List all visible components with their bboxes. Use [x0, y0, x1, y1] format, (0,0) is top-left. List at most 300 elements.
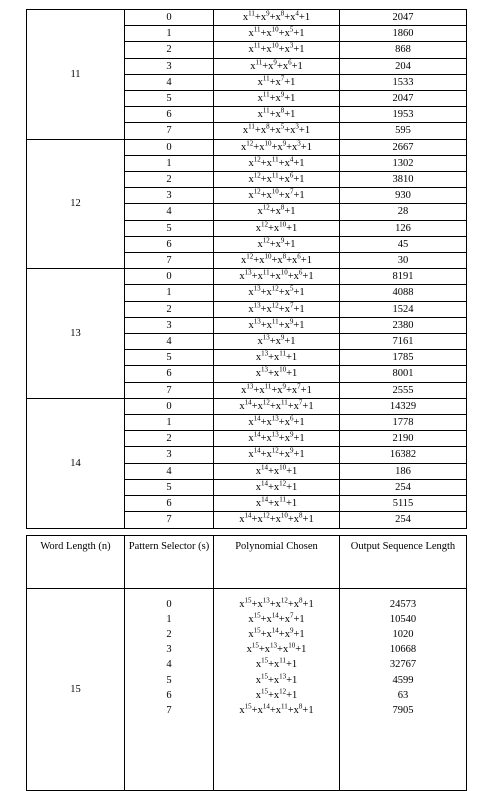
poly-plus: + [278, 157, 285, 169]
poly-plus: + [269, 400, 276, 412]
poly-constant: 1 [308, 271, 314, 283]
output-length-cell: 4599 [340, 673, 467, 688]
pattern-selector-cell: 0 [125, 10, 214, 26]
poly-constant: 1 [299, 449, 305, 461]
pattern-selector-cell: 5 [125, 673, 214, 688]
poly-exponent: 6 [288, 58, 292, 67]
poly-exponent: 11 [271, 155, 279, 164]
poly-exponent: 12 [246, 252, 254, 261]
poly-plus: + [284, 336, 291, 348]
poly-exponent: 12 [262, 203, 270, 212]
output-length-cell: 14329 [340, 398, 467, 414]
poly-variable: x [266, 449, 272, 461]
poly-plus: + [269, 238, 276, 250]
pattern-selector-cell: 4 [125, 334, 214, 350]
output-length-cell: 32767 [340, 657, 467, 672]
poly-plus: + [254, 12, 261, 23]
poly-plus: + [300, 384, 307, 396]
poly-variable: x [257, 76, 263, 88]
poly-plus: + [293, 417, 300, 429]
poly-constant: 1 [306, 384, 312, 396]
poly-exponent: 10 [288, 641, 296, 650]
poly-plus: + [260, 44, 267, 56]
table-row [27, 398, 467, 414]
poly-exponent: 14 [253, 414, 261, 423]
poly-variable: x [284, 433, 290, 445]
polynomial-cell [214, 350, 340, 366]
pattern-selector-cell: 7 [125, 123, 214, 139]
poly-variable: x [274, 498, 280, 510]
output-length-cell: 595 [340, 123, 467, 139]
poly-exponent: 13 [262, 596, 270, 604]
poly-plus: + [278, 287, 285, 299]
poly-variable: x [293, 271, 299, 283]
poly-plus: + [286, 255, 293, 267]
poly-variable: x [284, 174, 290, 186]
poly-exponent: 12 [253, 171, 261, 180]
poly-exponent: 11 [279, 656, 286, 665]
poly-variable: x [260, 125, 267, 137]
poly-variable: x [255, 689, 261, 701]
poly-constant: 1 [308, 704, 314, 716]
poly-variable: x [284, 28, 290, 40]
poly-exponent: 10 [280, 511, 288, 520]
pattern-selector-cell: 2 [125, 431, 214, 447]
poly-variable: x [266, 190, 272, 202]
poly-exponent: 8 [266, 122, 270, 131]
poly-variable: x [275, 704, 281, 716]
polynomial-cell [214, 188, 340, 204]
poly-variable: x [266, 417, 272, 429]
poly-plus: + [293, 319, 300, 331]
polynomial-cell [214, 42, 340, 58]
poly-plus: + [300, 141, 307, 153]
poly-exponent: 13 [271, 414, 279, 423]
poly-variable: x [266, 628, 272, 640]
pattern-selector-cell: 1 [125, 155, 214, 171]
pattern-selector-cell: 4 [125, 657, 214, 672]
pattern-selector-cell: 7 [125, 703, 214, 718]
poly-plus: + [260, 287, 267, 299]
header-pattern-selector: Pattern Selector (s) [125, 536, 214, 589]
poly-constant: 1 [299, 28, 305, 40]
poly-plus: + [287, 400, 294, 412]
output-length-cell: 30 [340, 253, 467, 269]
polynomial-cell [214, 627, 340, 642]
output-length-cell: 2047 [340, 10, 467, 26]
poly-variable: x [275, 336, 281, 348]
poly-variable: x [274, 659, 280, 671]
poly-constant: 1 [308, 598, 314, 610]
poly-variable: x [266, 44, 272, 56]
poly-exponent: 9 [282, 382, 286, 391]
poly-plus: + [278, 433, 285, 445]
poly-exponent: 7 [289, 301, 294, 310]
poly-variable: x [290, 125, 296, 137]
poly-plus: + [293, 433, 300, 445]
poly-plus: + [295, 644, 302, 656]
poly-constant: 1 [292, 222, 298, 234]
pattern-selector-cell: 1 [125, 26, 214, 42]
pattern-selector-cell: 0 [125, 269, 214, 285]
poly-exponent: 14 [253, 430, 261, 439]
poly-exponent: 13 [253, 301, 261, 310]
poly-exponent: 7 [297, 382, 301, 391]
poly-exponent: 12 [253, 187, 261, 196]
poly-exponent: 10 [271, 41, 279, 50]
poly-variable: x [255, 465, 261, 477]
poly-exponent: 9 [266, 9, 270, 18]
poly-plus: + [268, 659, 274, 671]
poly-variable: x [284, 319, 290, 331]
poly-plus: + [286, 352, 292, 364]
poly-exponent: 11 [279, 495, 286, 504]
pattern-selector-cell: 0 [125, 139, 214, 155]
output-length-cell: 16382 [340, 447, 467, 463]
polynomial-cell [214, 123, 340, 139]
output-length-cell: 2667 [340, 139, 467, 155]
poly-variable: x [275, 12, 281, 23]
poly-variable: x [284, 44, 290, 56]
output-length-cell: 1302 [340, 155, 467, 171]
poly-exponent: 15 [260, 672, 268, 681]
poly-constant: 1 [290, 238, 296, 250]
poly-plus: + [271, 255, 278, 267]
poly-variable: x [248, 28, 254, 40]
poly-variable: x [277, 255, 283, 267]
word-length-cell: 12 [27, 139, 125, 269]
poly-exponent: 11 [281, 398, 288, 407]
poly-exponent: 8 [282, 252, 287, 261]
poly-plus: + [269, 76, 276, 88]
poly-plus: + [298, 125, 305, 137]
pattern-selector-cell: 3 [125, 188, 214, 204]
poly-plus: + [293, 190, 300, 202]
poly-exponent: 13 [270, 641, 278, 650]
poly-plus: + [302, 514, 309, 526]
poly-plus: + [267, 465, 274, 477]
poly-variable: x [257, 238, 263, 250]
output-length-cell: 2555 [340, 382, 467, 398]
poly-plus: + [267, 368, 274, 380]
poly-plus: + [276, 60, 283, 72]
pattern-selector-cell: 4 [125, 463, 214, 479]
polynomial-cell [214, 236, 340, 252]
pattern-selector-cell: 7 [125, 512, 214, 528]
poly-variable: x [284, 449, 290, 461]
poly-plus: + [286, 689, 293, 701]
poly-exponent: 12 [253, 155, 261, 164]
pattern-selector-cell: 2 [125, 42, 214, 58]
poly-exponent: 11 [271, 171, 279, 180]
output-length-cell: 3810 [340, 172, 467, 188]
poly-exponent: 11 [262, 90, 270, 99]
poly-plus: + [293, 628, 300, 640]
polynomial-cell [214, 107, 340, 123]
poly-exponent: 8 [280, 203, 285, 212]
poly-exponent: 14 [244, 398, 252, 407]
poly-constant: 1 [306, 255, 312, 267]
poly-variable: x [293, 704, 299, 716]
poly-variable: x [259, 255, 265, 267]
poly-variable: x [284, 628, 290, 640]
poly-constant: 1 [299, 157, 305, 169]
poly-constant: 1 [290, 93, 296, 105]
poly-exponent: 14 [262, 702, 270, 711]
poly-variable: x [239, 400, 245, 412]
polynomial-cell [214, 253, 340, 269]
poly-plus: + [271, 141, 278, 153]
poly-plus: + [278, 44, 285, 56]
output-length-cell: 204 [340, 58, 467, 74]
poly-variable: x [255, 498, 262, 510]
poly-exponent: 15 [253, 626, 261, 635]
poly-plus: + [293, 449, 300, 461]
poly-exponent: 6 [289, 414, 294, 423]
poly-variable: x [275, 400, 281, 412]
poly-plus: + [278, 613, 285, 625]
poly-plus: + [260, 417, 267, 429]
poly-plus: + [293, 287, 300, 299]
poly-plus: + [260, 449, 267, 461]
output-length-cell: 45 [340, 236, 467, 252]
poly-plus: + [278, 174, 285, 186]
polynomial-cell [214, 597, 340, 612]
poly-exponent: 9 [289, 430, 294, 439]
polynomial-cell [214, 58, 340, 74]
poly-constant: 1 [290, 206, 296, 218]
poly-exponent: 12 [271, 446, 279, 455]
polynomial-cell [214, 496, 340, 512]
poly-plus: + [251, 598, 258, 610]
poly-plus: + [260, 628, 267, 640]
poly-plus: + [278, 319, 285, 331]
polynomial-cell [214, 703, 340, 718]
output-length-cell: 28 [340, 204, 467, 220]
poly-plus: + [253, 141, 260, 153]
poly-plus: + [253, 255, 260, 267]
poly-exponent: 10 [280, 268, 288, 277]
poly-constant: 1 [304, 125, 311, 137]
poly-variable: x [255, 674, 261, 686]
poly-plus: + [267, 222, 274, 234]
pattern-selector-cell: 5 [125, 91, 214, 107]
poly-variable: x [248, 174, 254, 186]
poly-exponent: 4 [289, 155, 294, 164]
pattern-selector-cell: 4 [125, 204, 214, 220]
pattern-selector-cell: 5 [125, 350, 214, 366]
poly-variable: x [266, 28, 272, 40]
pattern-selector-cell: 0 [125, 398, 214, 414]
output-length-cell: 8191 [340, 269, 467, 285]
poly-plus: + [298, 12, 305, 23]
poly-exponent: 12 [260, 220, 268, 229]
poly-exponent: 13 [260, 365, 268, 374]
poly-plus: + [251, 704, 258, 716]
poly-variable: x [259, 384, 265, 396]
poly-exponent: 11 [253, 41, 261, 50]
poly-plus: + [267, 674, 274, 686]
pattern-selector-cell: 6 [125, 107, 214, 123]
poly-variable: x [264, 644, 271, 656]
poly-variable: x [257, 93, 263, 105]
poly-plus: + [260, 157, 267, 169]
pattern-selector-cell: 6 [125, 688, 214, 703]
poly-variable: x [255, 659, 262, 671]
poly-plus: + [269, 12, 276, 23]
polynomial-cell [214, 673, 340, 688]
spacer-cell [125, 589, 214, 597]
poly-exponent: 11 [279, 349, 286, 358]
poly-exponent: 10 [279, 365, 287, 374]
table-row [27, 139, 467, 155]
poly-exponent: 6 [298, 268, 303, 277]
output-length-cell: 2380 [340, 317, 467, 333]
pattern-selector-cell: 5 [125, 220, 214, 236]
poly-exponent: 14 [260, 479, 268, 488]
pattern-selector-cell: 3 [125, 317, 214, 333]
poly-variable: x [266, 319, 272, 331]
poly-plus: + [293, 157, 300, 169]
pattern-selector-cell: 3 [125, 58, 214, 74]
output-length-cell: 186 [340, 463, 467, 479]
poly-exponent: 7 [289, 611, 294, 620]
poly-variable: x [284, 157, 290, 169]
poly-variable: x [255, 368, 261, 380]
header-polynomial: Polynomial Chosen [214, 536, 340, 589]
poly-plus: + [269, 704, 276, 716]
poly-variable: x [282, 644, 289, 656]
poly-plus: + [254, 125, 261, 137]
poly-plus: + [251, 400, 258, 412]
output-length-cell: 2047 [340, 91, 467, 107]
poly-exponent: 6 [297, 252, 301, 261]
poly-plus: + [267, 481, 274, 493]
poly-variable: x [248, 303, 254, 315]
poly-variable: x [291, 384, 298, 396]
poly-exponent: 3 [295, 122, 299, 131]
poly-variable: x [248, 190, 254, 202]
polynomial-cell [214, 334, 340, 350]
poly-plus: + [277, 644, 283, 656]
poly-variable: x [257, 704, 263, 716]
poly-variable: x [266, 287, 272, 299]
poly-constant: 1 [299, 174, 305, 186]
poly-constant: 1 [306, 141, 312, 153]
poly-plus: + [293, 174, 300, 186]
pattern-selector-cell: 7 [125, 382, 214, 398]
poly-variable: x [273, 222, 280, 234]
poly-variable: x [273, 674, 280, 686]
poly-constant: 1 [299, 433, 305, 445]
poly-exponent: 15 [260, 687, 268, 696]
poly-exponent: 8 [280, 9, 285, 18]
poly-variable: x [248, 433, 254, 445]
poly-exponent: 12 [279, 687, 287, 696]
poly-exponent: 14 [271, 626, 279, 635]
pattern-selector-cell: 2 [125, 172, 214, 188]
poly-constant: 1 [299, 417, 305, 429]
poly-plus: + [269, 93, 276, 105]
poly-exponent: 7 [298, 398, 303, 407]
poly-variable: x [260, 12, 267, 23]
poly-plus: + [260, 190, 267, 202]
poly-variable: x [248, 287, 254, 299]
poly-constant: 1 [290, 109, 296, 121]
output-length-cell: 10540 [340, 612, 467, 627]
poly-exponent: 3 [289, 41, 294, 50]
pattern-selector-cell: 5 [125, 479, 214, 495]
output-length-cell: 254 [340, 512, 467, 528]
poly-exponent: 11 [281, 702, 288, 711]
poly-exponent: 14 [260, 463, 268, 472]
output-length-cell: 1785 [340, 350, 467, 366]
poly-exponent: 13 [253, 284, 261, 293]
poly-constant: 1 [291, 659, 298, 671]
polynomial-cell [214, 204, 340, 220]
poly-exponent: 13 [244, 268, 252, 277]
poly-exponent: 5 [289, 25, 294, 34]
poly-variable: x [257, 206, 263, 218]
pattern-selector-cell: 6 [125, 236, 214, 252]
poly-constant: 1 [308, 514, 314, 526]
polynomial-cell [214, 139, 340, 155]
poly-plus: + [287, 514, 294, 526]
poly-variable: x [292, 255, 298, 267]
poly-variable: x [273, 481, 280, 493]
poly-plus: + [286, 659, 292, 671]
output-length-cell: 254 [340, 479, 467, 495]
poly-plus: + [286, 368, 293, 380]
poly-variable: x [239, 271, 245, 283]
word-length-cell: 13 [27, 269, 125, 399]
lfsr-table-bottom [26, 535, 467, 791]
poly-exponent: 5 [289, 284, 294, 293]
poly-plus: + [268, 352, 274, 364]
poly-plus: + [284, 12, 291, 23]
poly-constant: 1 [291, 352, 298, 364]
poly-exponent: 15 [251, 641, 259, 650]
poly-plus: + [293, 44, 300, 56]
poly-variable: x [266, 613, 272, 625]
pattern-selector-cell: 1 [125, 285, 214, 301]
poly-variable: x [257, 271, 263, 283]
poly-exponent: 8 [299, 511, 303, 520]
poly-exponent: 8 [280, 106, 285, 115]
pattern-selector-cell: 3 [125, 642, 214, 657]
poly-variable: x [284, 287, 290, 299]
poly-exponent: 13 [253, 317, 261, 326]
output-length-cell: 7905 [340, 703, 467, 718]
poly-variable: x [273, 368, 280, 380]
poly-exponent: 5 [280, 122, 285, 131]
poly-exponent: 11 [262, 106, 270, 115]
polynomial-cell [214, 382, 340, 398]
table-row [27, 10, 467, 26]
poly-constant: 1 [292, 689, 298, 701]
poly-variable: x [242, 125, 249, 137]
poly-variable: x [274, 352, 280, 364]
poly-plus: + [284, 109, 291, 121]
poly-plus: + [278, 303, 285, 315]
poly-variable: x [250, 60, 256, 72]
output-length-cell: 930 [340, 188, 467, 204]
poly-variable: x [277, 141, 283, 153]
poly-exponent: 11 [248, 122, 255, 131]
poly-variable: x [257, 514, 263, 526]
word-length-cell: 15 [27, 589, 125, 791]
poly-variable: x [293, 598, 300, 610]
